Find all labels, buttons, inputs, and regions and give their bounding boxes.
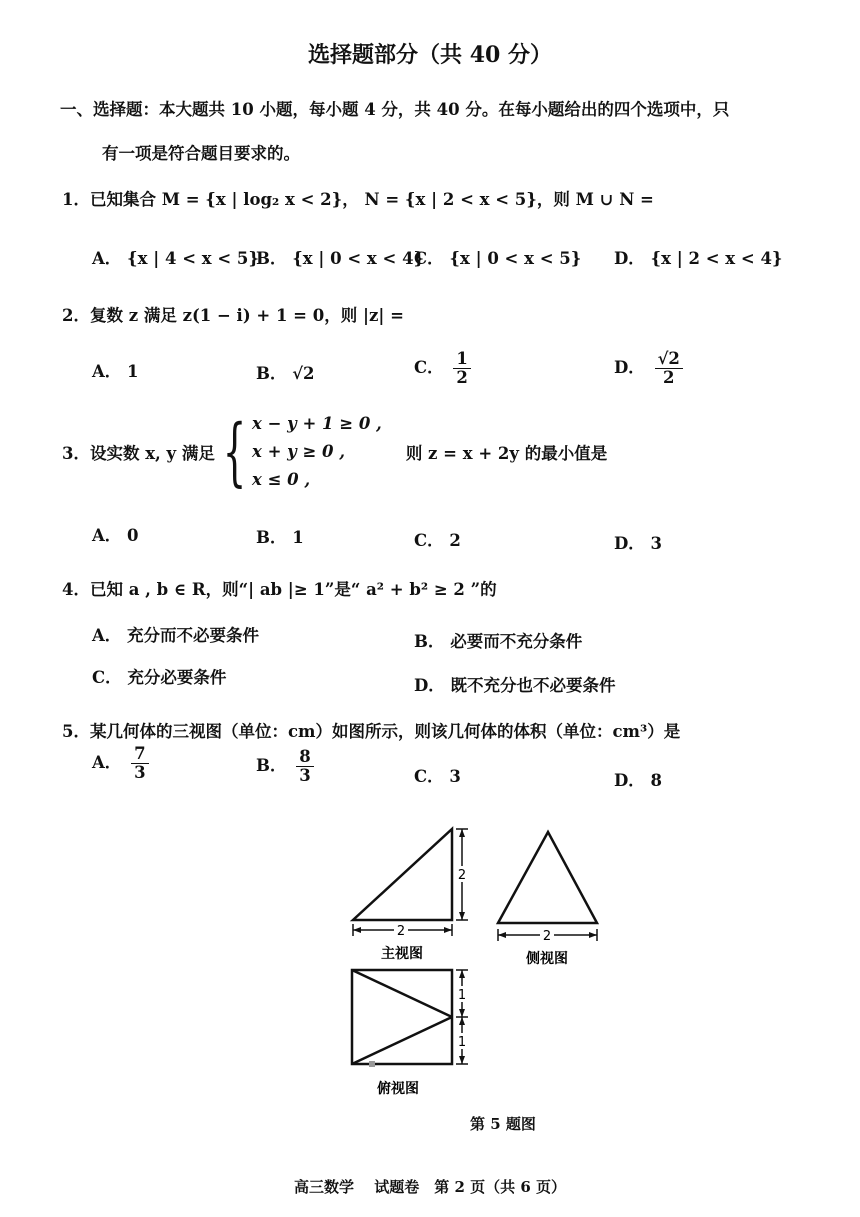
instruction-line-1: 一、选择题：本大题共 10 小题，每小题 4 分，共 40 分。在每小题给出的四个选项中，只 [60, 100, 730, 119]
side-view-width-label: 2 [542, 929, 552, 944]
q2-option-a: A． 1 [92, 362, 139, 381]
q1-option-d: D． {x | 2 < x < 4} [614, 249, 783, 268]
front-view-height-label: 2 [457, 868, 467, 883]
top-view-mark [369, 1061, 375, 1067]
q1-option-c: C． {x | 0 < x < 5} [414, 249, 582, 268]
q5-option-d: D． 8 [614, 771, 663, 790]
q1-option-a: A． {x | 4 < x < 5} [92, 249, 260, 268]
q2-option-d-denominator: 2 [662, 368, 675, 388]
q5-option-c: C． 3 [414, 767, 461, 786]
top-view-lower-height-label: 1 [457, 1035, 467, 1050]
figure-caption: 第 5 题图 [470, 1115, 536, 1133]
q3-constraint-2: x + y ≥ 0 , [251, 442, 346, 461]
top-view-upper-diagonal [352, 970, 452, 1017]
q3-stem-post: 则 z = x + 2y 的最小值是 [405, 444, 608, 463]
q4-option-b: B． 必要而不充分条件 [414, 632, 583, 651]
q4-option-d: D． 既不充分也不必要条件 [414, 676, 616, 695]
q4-option-c: C． 充分必要条件 [92, 668, 227, 687]
q2-option-d-numerator: √2 [655, 350, 683, 369]
top-view-label: 俯视图 [377, 1081, 419, 1097]
q4-option-a: A． 充分而不必要条件 [92, 626, 260, 645]
q3-option-d: D． 3 [614, 534, 663, 553]
side-view [498, 832, 597, 967]
q2-option-b: B． √2 [256, 364, 315, 383]
front-view-width-label: 2 [396, 924, 406, 939]
q5-option-a-numerator: 7 [131, 745, 148, 764]
instruction-line-2: 有一项是符合题目要求的。 [102, 144, 300, 163]
q3-option-b: B． 1 [256, 528, 304, 547]
side-view-triangle [498, 832, 597, 923]
q1-stem: 1．已知集合 M = {x | log₂ x < 2}， N = {x | 2 < x < 5}，则 M ∪ N = [62, 190, 654, 209]
q4-stem: 4．已知 a , b ∈ R，则“| ab |≥ 1”是“ a² + b² ≥ 2 ”的 [62, 580, 497, 599]
q3-brace: { [222, 409, 247, 495]
top-view-square [352, 970, 452, 1064]
front-view-label: 主视图 [381, 946, 423, 962]
section-title: 选择题部分（共 40 分） [308, 42, 552, 68]
front-view-triangle [353, 829, 452, 920]
q3-stem-pre: 3．设实数 x, y 满足 [62, 444, 215, 463]
q2-option-c-numerator: 1 [453, 350, 470, 369]
q3-option-c: C． 2 [414, 531, 461, 550]
q5-option-a-label: A． [92, 753, 122, 773]
q2-stem: 2．复数 z 满足 z(1 − i) + 1 = 0，则 |z| = [62, 306, 404, 325]
q5-option-b-denominator: 3 [299, 766, 311, 786]
q3-option-a: A． 0 [92, 526, 139, 545]
q2-option-c-denominator: 2 [456, 368, 468, 388]
top-view [352, 970, 469, 1097]
q3-constraint-1: x − y + 1 ≥ 0 , [251, 414, 382, 433]
q5-option-b-label: B． [256, 756, 287, 776]
q5-option-b-numerator: 8 [296, 748, 313, 767]
q5-option-a-denominator: 3 [134, 763, 146, 783]
q3-constraint-3: x ≤ 0 , [251, 470, 311, 489]
page-footer: 高三数学 试题卷 第 2 页（共 6 页） [294, 1178, 566, 1196]
q1-option-b: B． {x | 0 < x < 4} [256, 249, 425, 268]
q2-option-d-label: D． [614, 358, 645, 378]
top-view-lower-diagonal [352, 1017, 452, 1064]
q5-stem: 5．某几何体的三视图（单位：cm）如图所示，则该几何体的体积（单位：cm³）是 [62, 722, 681, 741]
side-view-label: 侧视图 [526, 951, 568, 967]
front-view [353, 829, 469, 962]
q2-option-c-label: C． [414, 358, 444, 378]
top-view-upper-height-label: 1 [457, 988, 467, 1003]
